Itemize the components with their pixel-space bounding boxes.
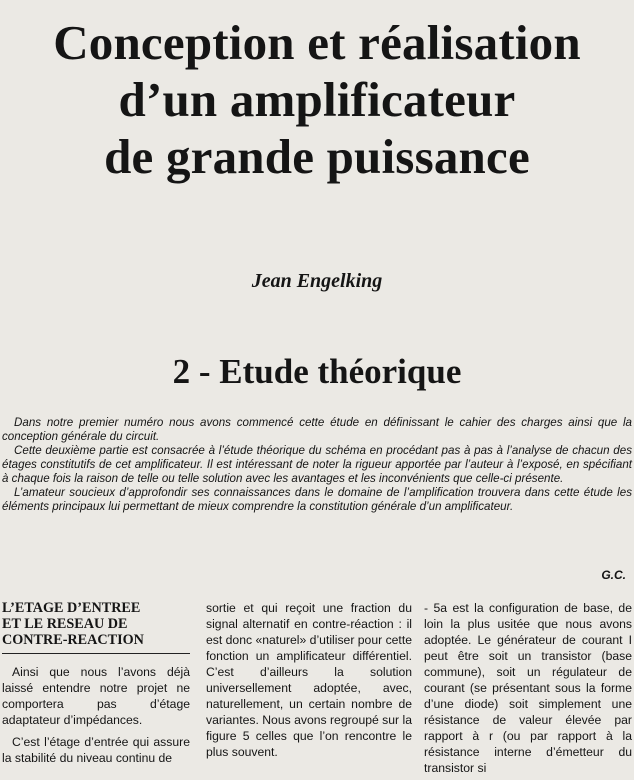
body-paragraph: sortie et qui reçoit une fraction du signal alternatif en contre-réaction : il est donc «naturel» d’utiliser pour cette fonction un amplificateur différentiel. C’est d’ailleurs la solution universellement adoptée, avec, naturellement, un certain nombre de variantes. Nous avons regroupé sur la figure 5 celles que l’on rencontre le plus souvent.	[206, 601, 412, 759]
intro-paragraph: Cette deuxième partie est consacrée à l’étude théorique du schéma en procédant pas à pas à l’analyse de chacun des étages constitutifs de cet amplificateur. Il est intéressant de noter la rigueur apportée par l’auteur à l’exposé, en spécifiant à chaque fois la raison de telle ou telle solution avec les avantages et les inconvénients que celle-ci présente.	[2, 444, 632, 485]
article-title	[0, 14, 634, 185]
author-name: Jean Engelking	[251, 270, 383, 292]
intro-paragraph: Dans notre premier numéro nous avons commencé cette étude en définissant le cahier des charges ainsi que la conception générale du circuit.	[2, 416, 632, 443]
body-paragraph: - 5a est la configuration de base, de loin la plus usitée que nous avons adoptée. Le générateur de courant I peut être soit un transistor (base commune), soit un régulateur de courant (se présentant sous la forme d’une diode) soit simplement une résistance de valeur élevée par rapport à r (ou par rapport à la résistance interne d’émetteur du transistor si	[424, 601, 632, 775]
editor-signature: G.C.	[601, 568, 626, 582]
section-heading	[2, 600, 190, 654]
intro-block	[2, 416, 632, 514]
title-line: d’un amplificateur	[118, 72, 516, 127]
heading-line: L’ETAGE D’ENTREE	[2, 600, 141, 616]
title-line: Conception et réalisation	[53, 15, 581, 70]
column-2	[206, 600, 412, 760]
heading-line: CONTRE-REACTION	[2, 632, 144, 648]
heading-line: ET LE RESEAU DE	[2, 616, 128, 632]
intro-paragraph: L’amateur soucieux d’approfondir ses connaissances dans le domaine de l’amplification trouvera dans cette étude les éléments principaux lui permettant de mieux comprendre la constitution générale d’un amplificateur.	[2, 486, 632, 513]
part-title: 2 - Etude théorique	[172, 352, 462, 391]
column-1	[2, 600, 190, 772]
column-3	[424, 600, 632, 776]
body-paragraph: C’est l’étage d’entrée qui assure la stabilité du niveau continu de	[2, 735, 190, 765]
body-paragraph: Ainsi que nous l’avons déjà laissé entendre notre projet ne comportera pas d’étage adaptateur d’impédances.	[2, 665, 190, 727]
title-line: de grande puissance	[104, 129, 530, 184]
